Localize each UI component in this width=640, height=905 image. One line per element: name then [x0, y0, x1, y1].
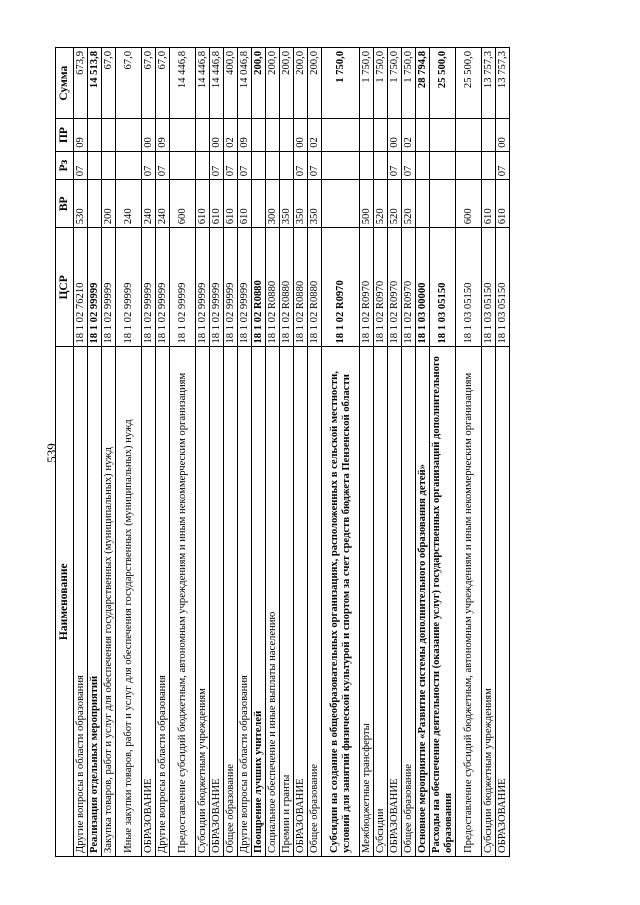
cell-name: Субсидии на создание в общеобразовательных организациях, расположенных в сельской местности, условий для занятий физической культурой и спортом за счет средств бюджета Пензенской области	[322, 347, 360, 857]
cell-vr: 520	[388, 180, 402, 228]
table-row	[266, 48, 280, 857]
table-row	[416, 48, 430, 857]
header-name: Наименование	[56, 347, 74, 857]
table-row	[482, 48, 496, 857]
cell-pr	[266, 119, 280, 151]
cell-pr: 00	[142, 119, 156, 151]
cell-csr: 18 1 02 99999	[142, 228, 156, 347]
cell-vr: 240	[156, 180, 170, 228]
cell-pr: 09	[74, 119, 88, 151]
cell-vr: 350	[294, 180, 308, 228]
table-row	[102, 48, 116, 857]
table-row	[322, 48, 360, 857]
cell-csr: 18 1 02 99999	[88, 228, 102, 347]
rotated-page-content	[55, 47, 575, 857]
cell-name: Основное мероприятие «Развитие системы дополнительного образования детей»	[416, 347, 430, 857]
cell-name: Общее образование	[308, 347, 322, 857]
cell-rz	[88, 151, 102, 180]
table-row	[116, 48, 142, 857]
table-body	[74, 48, 510, 857]
table-row	[308, 48, 322, 857]
cell-name: Реализация отдельных мероприятий	[88, 347, 102, 857]
cell-name: Другие вопросы в области образования	[74, 347, 88, 857]
cell-name: Предоставление субсидий бюджетным, автономным учреждениям и иным некоммерческим организациям	[170, 347, 196, 857]
cell-name: ОБРАЗОВАНИЕ	[388, 347, 402, 857]
table-row	[374, 48, 388, 857]
cell-rz: 07	[156, 151, 170, 180]
cell-csr: 18 1 02 99999	[116, 228, 142, 347]
cell-csr: 18 1 02 R0880	[266, 228, 280, 347]
cell-sum: 67,0	[142, 48, 156, 119]
cell-sum: 13 757,3	[482, 48, 496, 119]
table-row	[360, 48, 374, 857]
cell-name: ОБРАЗОВАНИЕ	[496, 347, 510, 857]
cell-vr: 610	[224, 180, 238, 228]
cell-rz	[430, 151, 456, 180]
cell-pr: 09	[156, 119, 170, 151]
cell-sum: 1 750,0	[402, 48, 416, 119]
cell-rz	[116, 151, 142, 180]
cell-csr: 18 1 02 R0970	[322, 228, 360, 347]
cell-csr: 18 1 02 R0880	[252, 228, 266, 347]
cell-rz: 07	[496, 151, 510, 180]
cell-pr	[88, 119, 102, 151]
cell-rz	[374, 151, 388, 180]
cell-vr: 530	[74, 180, 88, 228]
cell-csr: 18 1 03 05150	[482, 228, 496, 347]
cell-rz: 07	[294, 151, 308, 180]
cell-pr	[430, 119, 456, 151]
cell-sum: 13 757,3	[496, 48, 510, 119]
cell-sum: 1 750,0	[388, 48, 402, 119]
cell-pr: 09	[238, 119, 252, 151]
cell-csr: 18 1 03 05150	[430, 228, 456, 347]
cell-csr: 18 1 03 05150	[496, 228, 510, 347]
cell-rz: 07	[210, 151, 224, 180]
cell-sum: 1 750,0	[374, 48, 388, 119]
cell-rz: 07	[238, 151, 252, 180]
table-row	[294, 48, 308, 857]
cell-vr	[416, 180, 430, 228]
cell-vr: 610	[482, 180, 496, 228]
cell-vr	[88, 180, 102, 228]
cell-rz	[280, 151, 294, 180]
cell-rz	[482, 151, 496, 180]
cell-vr: 610	[496, 180, 510, 228]
cell-rz	[416, 151, 430, 180]
cell-pr	[196, 119, 210, 151]
cell-csr: 18 1 02 99999	[156, 228, 170, 347]
cell-pr	[416, 119, 430, 151]
cell-pr: 02	[224, 119, 238, 151]
cell-csr: 18 1 03 05150	[456, 228, 482, 347]
table-row	[402, 48, 416, 857]
cell-vr: 600	[456, 180, 482, 228]
cell-pr: 00	[210, 119, 224, 151]
cell-name: Общее образование	[224, 347, 238, 857]
cell-sum: 67,0	[156, 48, 170, 119]
cell-pr: 00	[496, 119, 510, 151]
cell-csr: 18 1 02 R0970	[360, 228, 374, 347]
cell-sum: 200,0	[280, 48, 294, 119]
table-row	[430, 48, 456, 857]
cell-csr: 18 1 02 99999	[196, 228, 210, 347]
table-row	[496, 48, 510, 857]
cell-pr	[102, 119, 116, 151]
table-row	[88, 48, 102, 857]
cell-pr	[322, 119, 360, 151]
cell-vr: 240	[142, 180, 156, 228]
budget-table	[55, 47, 510, 857]
cell-rz: 07	[308, 151, 322, 180]
cell-name: Расходы на обеспечение деятельности (оказание услуг) государственных организаций дополнительного образования	[430, 347, 456, 857]
cell-name: Поощрение лучших учителей	[252, 347, 266, 857]
cell-rz	[252, 151, 266, 180]
cell-csr: 18 1 02 99999	[238, 228, 252, 347]
cell-pr: 00	[388, 119, 402, 151]
cell-csr: 18 1 02 99999	[224, 228, 238, 347]
cell-vr	[430, 180, 456, 228]
table-row	[456, 48, 482, 857]
cell-sum: 400,0	[224, 48, 238, 119]
header-vr: ВР	[56, 180, 74, 228]
cell-sum: 25 500,0	[430, 48, 456, 119]
cell-name: Общее образование	[402, 347, 416, 857]
table-row	[142, 48, 156, 857]
cell-pr	[482, 119, 496, 151]
cell-name: Социальное обеспечение и иные выплаты населению	[266, 347, 280, 857]
table-row	[252, 48, 266, 857]
cell-csr: 18 1 02 R0880	[294, 228, 308, 347]
cell-vr: 610	[196, 180, 210, 228]
cell-pr: 00	[294, 119, 308, 151]
cell-sum: 673,9	[74, 48, 88, 119]
cell-rz	[170, 151, 196, 180]
cell-sum: 200,0	[252, 48, 266, 119]
cell-rz: 07	[388, 151, 402, 180]
cell-rz: 07	[74, 151, 88, 180]
header-sum: Сумма	[56, 48, 74, 119]
cell-rz	[456, 151, 482, 180]
cell-pr: 02	[402, 119, 416, 151]
cell-sum: 14 046,8	[238, 48, 252, 119]
table-row	[156, 48, 170, 857]
cell-sum: 28 794,8	[416, 48, 430, 119]
cell-pr	[116, 119, 142, 151]
cell-pr	[170, 119, 196, 151]
cell-name: ОБРАЗОВАНИЕ	[142, 347, 156, 857]
cell-sum: 1 750,0	[360, 48, 374, 119]
cell-rz: 07	[402, 151, 416, 180]
cell-vr: 600	[170, 180, 196, 228]
table-row	[74, 48, 88, 857]
cell-name: Субсидии бюджетным учреждениям	[482, 347, 496, 857]
header-rz: Рз	[56, 151, 74, 180]
cell-name: Другие вопросы в области образования	[238, 347, 252, 857]
cell-rz	[360, 151, 374, 180]
cell-rz	[196, 151, 210, 180]
cell-name: Закупка товаров, работ и услуг для обеспечения государственных (муниципальных) нужд	[102, 347, 116, 857]
cell-name: Другие вопросы в области образования	[156, 347, 170, 857]
header-pr: ПР	[56, 119, 74, 151]
cell-csr: 18 1 02 99999	[102, 228, 116, 347]
cell-name: Субсидии бюджетным учреждениям	[196, 347, 210, 857]
cell-csr: 18 1 02 R0880	[280, 228, 294, 347]
table-row	[280, 48, 294, 857]
cell-sum: 67,0	[116, 48, 142, 119]
table-row	[170, 48, 196, 857]
table-row	[210, 48, 224, 857]
cell-csr: 18 1 02 R0970	[402, 228, 416, 347]
cell-sum: 14 446,8	[170, 48, 196, 119]
cell-name: Иные закупки товаров, работ и услуг для обеспечения государственных (муниципальных) нужд	[116, 347, 142, 857]
cell-vr: 300	[266, 180, 280, 228]
cell-pr	[252, 119, 266, 151]
cell-rz: 07	[224, 151, 238, 180]
cell-vr: 350	[308, 180, 322, 228]
cell-sum: 67,0	[102, 48, 116, 119]
cell-csr: 18 1 02 R0880	[308, 228, 322, 347]
cell-rz	[266, 151, 280, 180]
table-row	[388, 48, 402, 857]
table-row	[224, 48, 238, 857]
cell-name: Межбюджетные трансферты	[360, 347, 374, 857]
cell-name: Премии и гранты	[280, 347, 294, 857]
cell-vr: 200	[102, 180, 116, 228]
cell-vr	[252, 180, 266, 228]
cell-vr: 520	[402, 180, 416, 228]
cell-pr	[280, 119, 294, 151]
header-csr: ЦСР	[56, 228, 74, 347]
cell-pr	[456, 119, 482, 151]
cell-csr: 18 1 02 R0970	[388, 228, 402, 347]
cell-name: Предоставление субсидий бюджетным, автономным учреждениям и иным некоммерческим организациям	[456, 347, 482, 857]
cell-rz	[102, 151, 116, 180]
table-row	[196, 48, 210, 857]
cell-csr: 18 1 02 99999	[210, 228, 224, 347]
cell-vr	[322, 180, 360, 228]
cell-pr	[374, 119, 388, 151]
cell-sum: 200,0	[308, 48, 322, 119]
cell-vr: 350	[280, 180, 294, 228]
cell-sum: 14 446,8	[210, 48, 224, 119]
cell-sum: 200,0	[266, 48, 280, 119]
cell-vr: 240	[116, 180, 142, 228]
cell-rz: 07	[142, 151, 156, 180]
cell-vr: 520	[374, 180, 388, 228]
cell-csr: 18 1 02 76210	[74, 228, 88, 347]
cell-csr: 18 1 03 00000	[416, 228, 430, 347]
cell-sum: 200,0	[294, 48, 308, 119]
page-number: 539	[44, 443, 59, 463]
table-header-row	[56, 48, 74, 857]
cell-vr: 500	[360, 180, 374, 228]
cell-rz	[322, 151, 360, 180]
cell-name: ОБРАЗОВАНИЕ	[210, 347, 224, 857]
cell-sum: 1 750,0	[322, 48, 360, 119]
cell-name: Субсидии	[374, 347, 388, 857]
table-row	[238, 48, 252, 857]
cell-csr: 18 1 02 99999	[170, 228, 196, 347]
cell-sum: 25 500,0	[456, 48, 482, 119]
cell-name: ОБРАЗОВАНИЕ	[294, 347, 308, 857]
cell-sum: 14 513,8	[88, 48, 102, 119]
cell-pr: 02	[308, 119, 322, 151]
cell-csr: 18 1 02 R0970	[374, 228, 388, 347]
cell-vr: 610	[210, 180, 224, 228]
cell-sum: 14 446,8	[196, 48, 210, 119]
cell-vr: 610	[238, 180, 252, 228]
cell-pr	[360, 119, 374, 151]
